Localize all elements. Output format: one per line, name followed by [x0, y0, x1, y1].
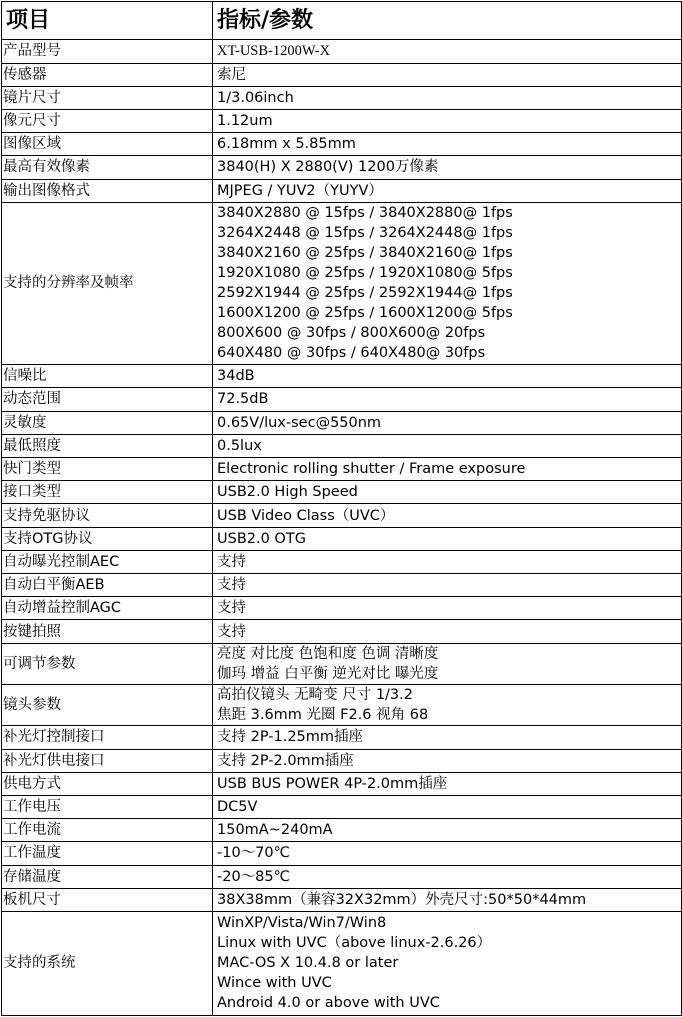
spec-label: 工作温度 — [2, 842, 213, 865]
spec-label: 补光灯控制接口 — [2, 726, 213, 749]
spec-value-line: 支持 — [217, 623, 246, 640]
spec-label: 传感器 — [2, 63, 213, 86]
spec-row — [2, 458, 682, 481]
spec-label: 支持的系统 — [2, 911, 213, 1015]
spec-value-line: MJPEG / YUV2（YUYV） — [217, 182, 383, 199]
spec-value — [213, 86, 682, 109]
spec-label: 补光灯供电接口 — [2, 749, 213, 772]
spec-row — [2, 109, 682, 132]
spec-row — [2, 684, 682, 725]
spec-value-line: 1600X1200 @ 25fps / 1600X1200@ 5fps — [217, 305, 513, 322]
spec-value — [213, 434, 682, 457]
spec-value-line: 支持 2P-1.25mm插座 — [217, 729, 364, 746]
spec-label: 供电方式 — [2, 772, 213, 795]
spec-label: 支持免驱协议 — [2, 504, 213, 527]
header-item: 项目 — [2, 2, 213, 40]
spec-value-line: 0.5lux — [217, 437, 262, 454]
spec-value-line: XT-USB-1200W-X — [217, 43, 331, 60]
spec-value — [213, 63, 682, 86]
spec-row — [2, 620, 682, 643]
spec-value — [213, 388, 682, 411]
spec-value — [213, 481, 682, 504]
spec-value — [213, 133, 682, 156]
spec-label: 支持的分辨率及帧率 — [2, 202, 213, 364]
spec-table — [1, 1, 682, 1016]
spec-value — [213, 643, 682, 684]
spec-value-line: 0.65V/lux-sec@550nm — [217, 414, 382, 431]
spec-label: 板机尺寸 — [2, 888, 213, 911]
header-param: 指标/参数 — [213, 2, 682, 40]
spec-value — [213, 726, 682, 749]
spec-row — [2, 749, 682, 772]
spec-value-line: 3840X2160 @ 25fps / 3840X2160@ 1fps — [217, 245, 513, 262]
spec-row — [2, 888, 682, 911]
spec-row — [2, 819, 682, 842]
spec-value-line: -10～70℃ — [217, 845, 290, 862]
spec-row — [2, 527, 682, 550]
spec-row — [2, 597, 682, 620]
spec-value — [213, 842, 682, 865]
spec-value — [213, 749, 682, 772]
spec-value-line: 1920X1080 @ 25fps / 1920X1080@ 5fps — [217, 265, 513, 282]
spec-row — [2, 202, 682, 364]
spec-value-line: 支持 — [217, 577, 246, 594]
spec-value-line: 3840X2880 @ 15fps / 3840X2880@ 1fps — [217, 205, 513, 222]
spec-label: 工作电流 — [2, 819, 213, 842]
spec-value-line: 38X38mm（兼容32X32mm）外壳尺寸:50*50*44mm — [217, 891, 587, 908]
spec-value — [213, 772, 682, 795]
spec-row — [2, 86, 682, 109]
spec-label: 灵敏度 — [2, 411, 213, 434]
spec-value-line: Android 4.0 or above with UVC — [217, 995, 440, 1012]
spec-row — [2, 179, 682, 202]
spec-label: 工作电压 — [2, 795, 213, 818]
spec-row — [2, 865, 682, 888]
spec-row — [2, 63, 682, 86]
spec-label: 动态范围 — [2, 388, 213, 411]
spec-value — [213, 156, 682, 179]
spec-value — [213, 458, 682, 481]
spec-value-line: 支持 — [217, 553, 246, 570]
spec-label: 最低照度 — [2, 434, 213, 457]
spec-label: 支持OTG协议 — [2, 527, 213, 550]
spec-value-line: USB2.0 High Speed — [217, 484, 358, 501]
spec-value-line: Electronic rolling shutter / Frame exposure — [217, 461, 526, 478]
spec-value — [213, 911, 682, 1015]
spec-label: 信噪比 — [2, 365, 213, 388]
spec-label: 快门类型 — [2, 458, 213, 481]
spec-label: 最高有效像素 — [2, 156, 213, 179]
spec-value-line: Linux with UVC（above linux-2.6.26） — [217, 935, 492, 952]
spec-value-line: 亮度 对比度 色饱和度 色调 清晰度 — [217, 645, 439, 662]
spec-value — [213, 504, 682, 527]
spec-row — [2, 574, 682, 597]
spec-label: 像元尺寸 — [2, 109, 213, 132]
spec-value-line: MAC-OS X 10.4.8 or later — [217, 955, 399, 972]
spec-row — [2, 156, 682, 179]
spec-row — [2, 726, 682, 749]
spec-value-line: -20～85℃ — [217, 868, 290, 885]
spec-row — [2, 481, 682, 504]
spec-value-line: 150mA~240mA — [217, 822, 333, 839]
spec-label: 可调节参数 — [2, 643, 213, 684]
spec-value — [213, 179, 682, 202]
spec-row — [2, 911, 682, 1015]
spec-label: 镜片尺寸 — [2, 86, 213, 109]
spec-value-line: WinXP/Vista/Win7/Win8 — [217, 915, 387, 932]
spec-label: 接口类型 — [2, 481, 213, 504]
spec-row — [2, 550, 682, 573]
spec-value-line: 34dB — [217, 368, 255, 385]
spec-value-line: USB BUS POWER 4P-2.0mm插座 — [217, 775, 448, 792]
spec-row — [2, 133, 682, 156]
spec-row — [2, 40, 682, 63]
spec-row — [2, 795, 682, 818]
spec-value — [213, 795, 682, 818]
spec-value-line: USB2.0 OTG — [217, 530, 306, 547]
spec-value — [213, 365, 682, 388]
spec-label: 图像区域 — [2, 133, 213, 156]
spec-row — [2, 365, 682, 388]
spec-label: 按键拍照 — [2, 620, 213, 643]
spec-label: 自动白平衡AEB — [2, 574, 213, 597]
spec-value-line: USB Video Class（UVC） — [217, 507, 395, 524]
spec-row — [2, 643, 682, 684]
spec-value-line: 72.5dB — [217, 391, 269, 408]
spec-row — [2, 772, 682, 795]
spec-value-line: 支持 — [217, 600, 246, 617]
spec-value-line: 2592X1944 @ 25fps / 2592X1944@ 1fps — [217, 285, 513, 302]
spec-value — [213, 684, 682, 725]
spec-label: 镜头参数 — [2, 684, 213, 725]
spec-value — [213, 574, 682, 597]
spec-value-line: 1/3.06inch — [217, 89, 294, 106]
spec-row — [2, 504, 682, 527]
spec-label: 输出图像格式 — [2, 179, 213, 202]
spec-value-line: 焦距 3.6mm 光圈 F2.6 视角 68 — [217, 707, 429, 724]
spec-row — [2, 411, 682, 434]
spec-label: 产品型号 — [2, 40, 213, 63]
spec-value-line: 6.18mm x 5.85mm — [217, 136, 356, 153]
spec-value-line: 3264X2448 @ 15fps / 3264X2448@ 1fps — [217, 225, 513, 242]
spec-value — [213, 550, 682, 573]
spec-label: 自动增益控制AGC — [2, 597, 213, 620]
spec-value — [213, 411, 682, 434]
spec-row — [2, 388, 682, 411]
spec-value-line: 支持 2P-2.0mm插座 — [217, 752, 354, 769]
spec-value — [213, 109, 682, 132]
spec-value — [213, 527, 682, 550]
spec-value-line: Wince with UVC — [217, 975, 332, 992]
spec-value-line: 伽玛 增益 白平衡 逆光对比 曝光度 — [217, 665, 439, 682]
spec-value — [213, 819, 682, 842]
spec-value-line: 1.12um — [217, 113, 273, 130]
spec-value-line: 3840(H) X 2880(V) 1200万像素 — [217, 159, 439, 176]
spec-value — [213, 40, 682, 63]
spec-value-line: 640X480 @ 30fps / 640X480@ 30fps — [217, 345, 486, 362]
header-row — [2, 2, 682, 40]
spec-row — [2, 842, 682, 865]
spec-row — [2, 434, 682, 457]
spec-value — [213, 620, 682, 643]
spec-table-body — [2, 2, 682, 1016]
spec-value-line: 高拍仪镜头 无畸变 尺寸 1/3.2 — [217, 687, 413, 704]
spec-value — [213, 202, 682, 364]
spec-value — [213, 888, 682, 911]
spec-label: 自动曝光控制AEC — [2, 550, 213, 573]
spec-value — [213, 597, 682, 620]
spec-value-line: 800X600 @ 30fps / 800X600@ 20fps — [217, 325, 486, 342]
spec-label: 存储温度 — [2, 865, 213, 888]
spec-value-line: DC5V — [217, 799, 258, 816]
spec-value — [213, 865, 682, 888]
spec-value-line: 索尼 — [217, 66, 246, 83]
